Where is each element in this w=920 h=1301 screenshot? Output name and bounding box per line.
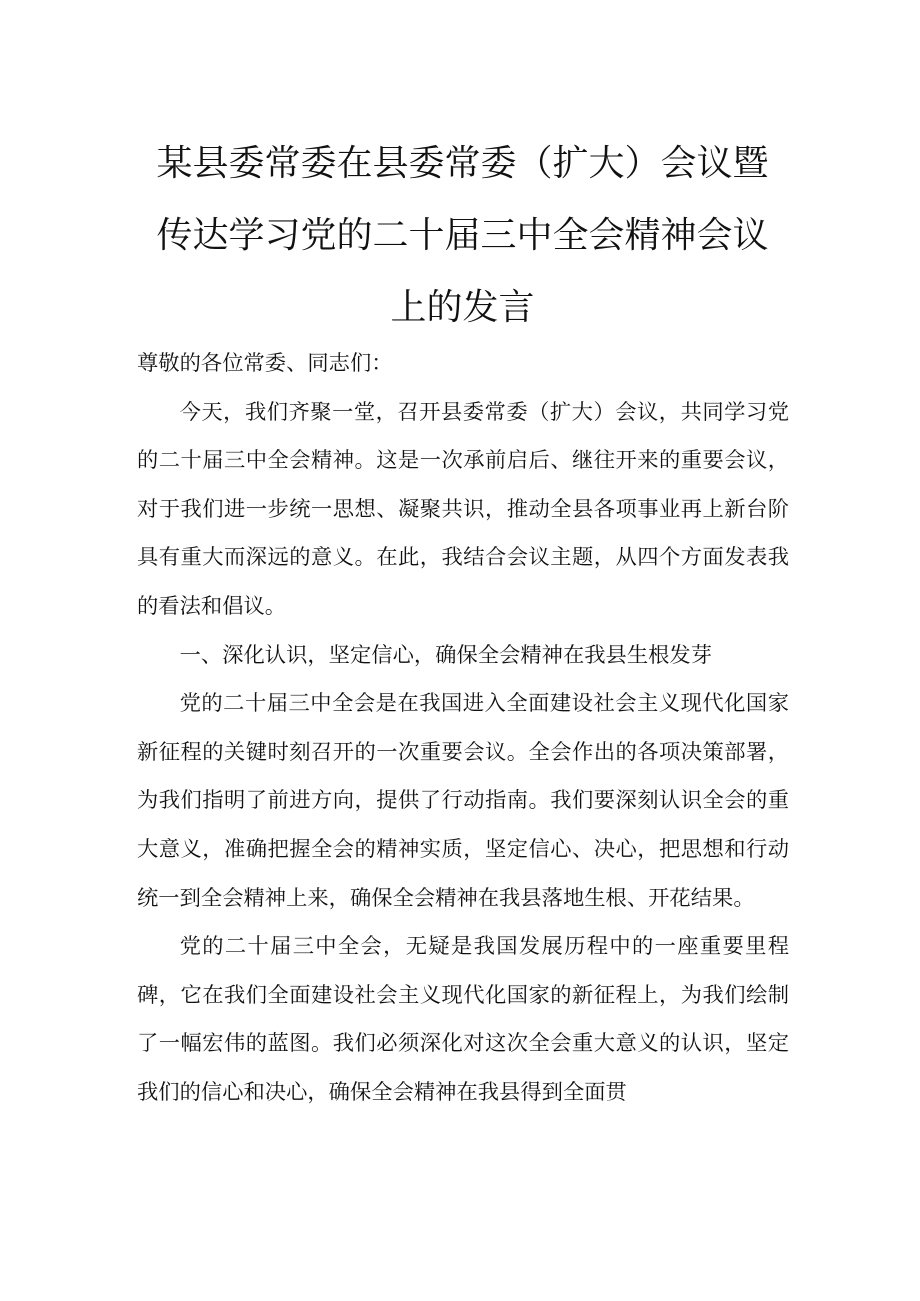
paragraph-opening: 今天，我们齐聚一堂，召开县委常委（扩大）会议，共同学习党的二十届三中全会精神。这是一次承前启后、继往开来的重要会议，对于我们进一步统一思想、凝聚共识，推动全县各项事业再上新台阶具有重大而深远的意义。在此，我结合会议主题，从四个方面发表我的看法和倡议。 bbox=[137, 399, 789, 619]
section-heading-1: 一、深化认识，坚定信心，确保全会精神在我县生根发芽 bbox=[179, 642, 713, 668]
document-body bbox=[137, 340, 789, 1118]
paragraph-section-1-a: 党的二十届三中全会是在我国进入全面建设社会主义现代化国家新征程的关键时刻召开的一次重要会议。全会作出的各项决策部署，为我们指明了前进方向，提供了行动指南。我们要深刻认识全会的重大意义，准确把握全会的精神实质，坚定信心、决心，把思想和行动统一到全会精神上来，确保全会精神在我县落地生根、开花结果。 bbox=[137, 691, 789, 911]
paragraph-section-1-b: 党的二十届三中全会，无疑是我国发展历程中的一座重要里程碑，它在我们全面建设社会主义现代化国家的新征程上，为我们绘制了一幅宏伟的蓝图。我们必须深化对这次全会重大意义的认识，坚定我们的信心和决心，确保全会精神在我县得到全面贯 bbox=[137, 934, 789, 1105]
document-title: 某县委常委在县委常委（扩大）会议暨传达学习党的二十届三中全会精神会议上的发言 bbox=[156, 143, 769, 328]
salutation: 尊敬的各位常委、同志们： bbox=[137, 351, 393, 376]
